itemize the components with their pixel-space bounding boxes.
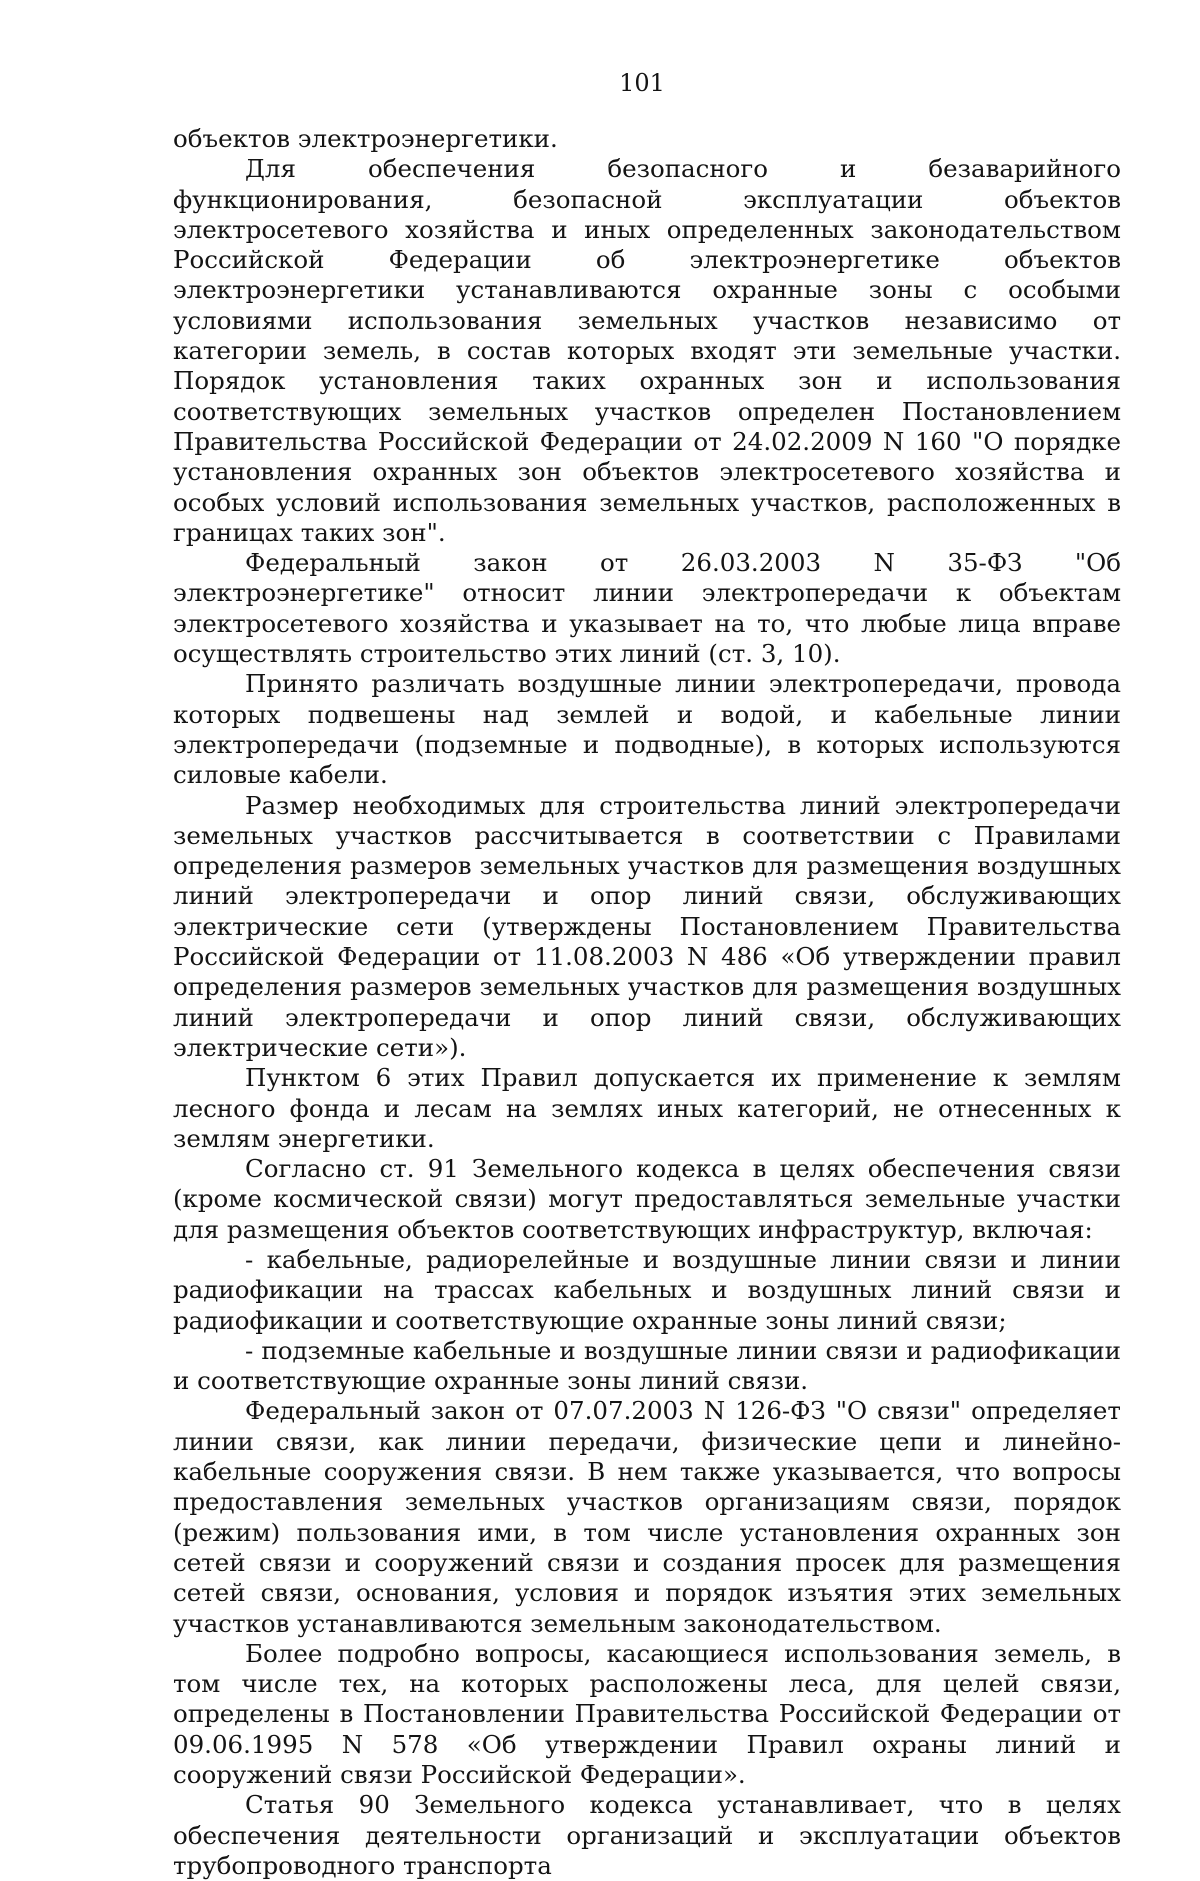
paragraph-federal-law-35: Федеральный закон от 26.03.2003 N 35-ФЗ "Об электроэнергетике" относит линии электропередачи к объектам электросетевого хозяйства и указывает на то, что любые лица вправе осуществлять строительство этих линий (ст. 3, 10).: [173, 548, 1121, 669]
paragraph-resolution-578: Более подробно вопросы, касающиеся использования земель, в том числе тех, на которых расположены леса, для целей связи, определены в Постановлении Правительства Российской Федерации от 09.06.1995 N 578 «Об утверждении Правил охраны линий и сооружений связи Российской Федерации».: [173, 1638, 1121, 1790]
document-body: [173, 124, 1121, 1881]
paragraph-line-types: Принято различать воздушные линии электропередачи, провода которых подвешены над землей и водой, и кабельные линии электропередачи (подземные и подводные), в которых используются силовые кабели.: [173, 669, 1121, 790]
list-item-underground-lines: - подземные кабельные и воздушные линии связи и радиофикации и соответствующие охранные зоны линий связи.: [173, 1335, 1121, 1396]
page-number: 101: [619, 69, 665, 97]
list-item-cable-lines: - кабельные, радиорелейные и воздушные линии связи и линии радиофикации на трассах кабельных и воздушных линий связи и радиофикации и соответствующие охранные зоны линий связи;: [173, 1244, 1121, 1335]
paragraph-protection-zones: Для обеспечения безопасного и безаварийного функционирования, безопасной эксплуатации объектов электросетевого хозяйства и иных определенных законодательством Российской Федерации об электроэнергетике объектов электроэнергетики устанавливаются охранные зоны с особыми условиями использования земельных участков независимо от категории земель, в состав которых входят эти земельные участки. Порядок установления таких охранных зон и использования соответствующих земельных участков определен Постановлением Правительства Российской Федерации от 24.02.2009 N 160 "О порядке установления охранных зон объектов электросетевого хозяйства и особых условий использования земельных участков, расположенных в границах таких зон".: [173, 154, 1121, 547]
paragraph-article-91: Согласно ст. 91 Земельного кодекса в целях обеспечения связи (кроме космической связи) могут предоставляться земельные участки для размещения объектов соответствующих инфраструктур, включая:: [173, 1154, 1121, 1244]
paragraph-federal-law-126: Федеральный закон от 07.07.2003 N 126-ФЗ "О связи" определяет линии связи, как линии передачи, физические цепи и линейно-кабельные сооружения связи. В нем также указывается, что вопросы предоставления земельных участков организациям связи, порядок (режим) пользования ими, в том числе установления охранных зон сетей связи и сооружений связи и создания просек для размещения сетей связи, основания, условия и порядок изъятия этих земельных участков устанавливаются земельным законодательством.: [173, 1396, 1121, 1638]
paragraph-continuation: объектов электроэнергетики.: [173, 124, 558, 153]
paragraph-rule-6: Пунктом 6 этих Правил допускается их применение к землям лесного фонда и лесам на землях иных категорий, не отнесенных к землям энергетики.: [173, 1063, 1121, 1153]
paragraph-land-size-rules: Размер необходимых для строительства линий электропередачи земельных участков рассчитывается в соответствии с Правилами определения размеров земельных участков для размещения воздушных линий электропередачи и опор линий связи, обслуживающих электрические сети (утверждены Постановлением Правительства Российской Федерации от 11.08.2003 N 486 «Об утверждении правил определения размеров земельных участков для размещения воздушных линий электропередачи и опор линий связи, обслуживающих электрические сети»).: [173, 790, 1121, 1062]
paragraph-article-90: Статья 90 Земельного кодекса устанавливает, что в целях обеспечения деятельности организаций и эксплуатации объектов трубопроводного транспорта: [173, 1790, 1121, 1880]
